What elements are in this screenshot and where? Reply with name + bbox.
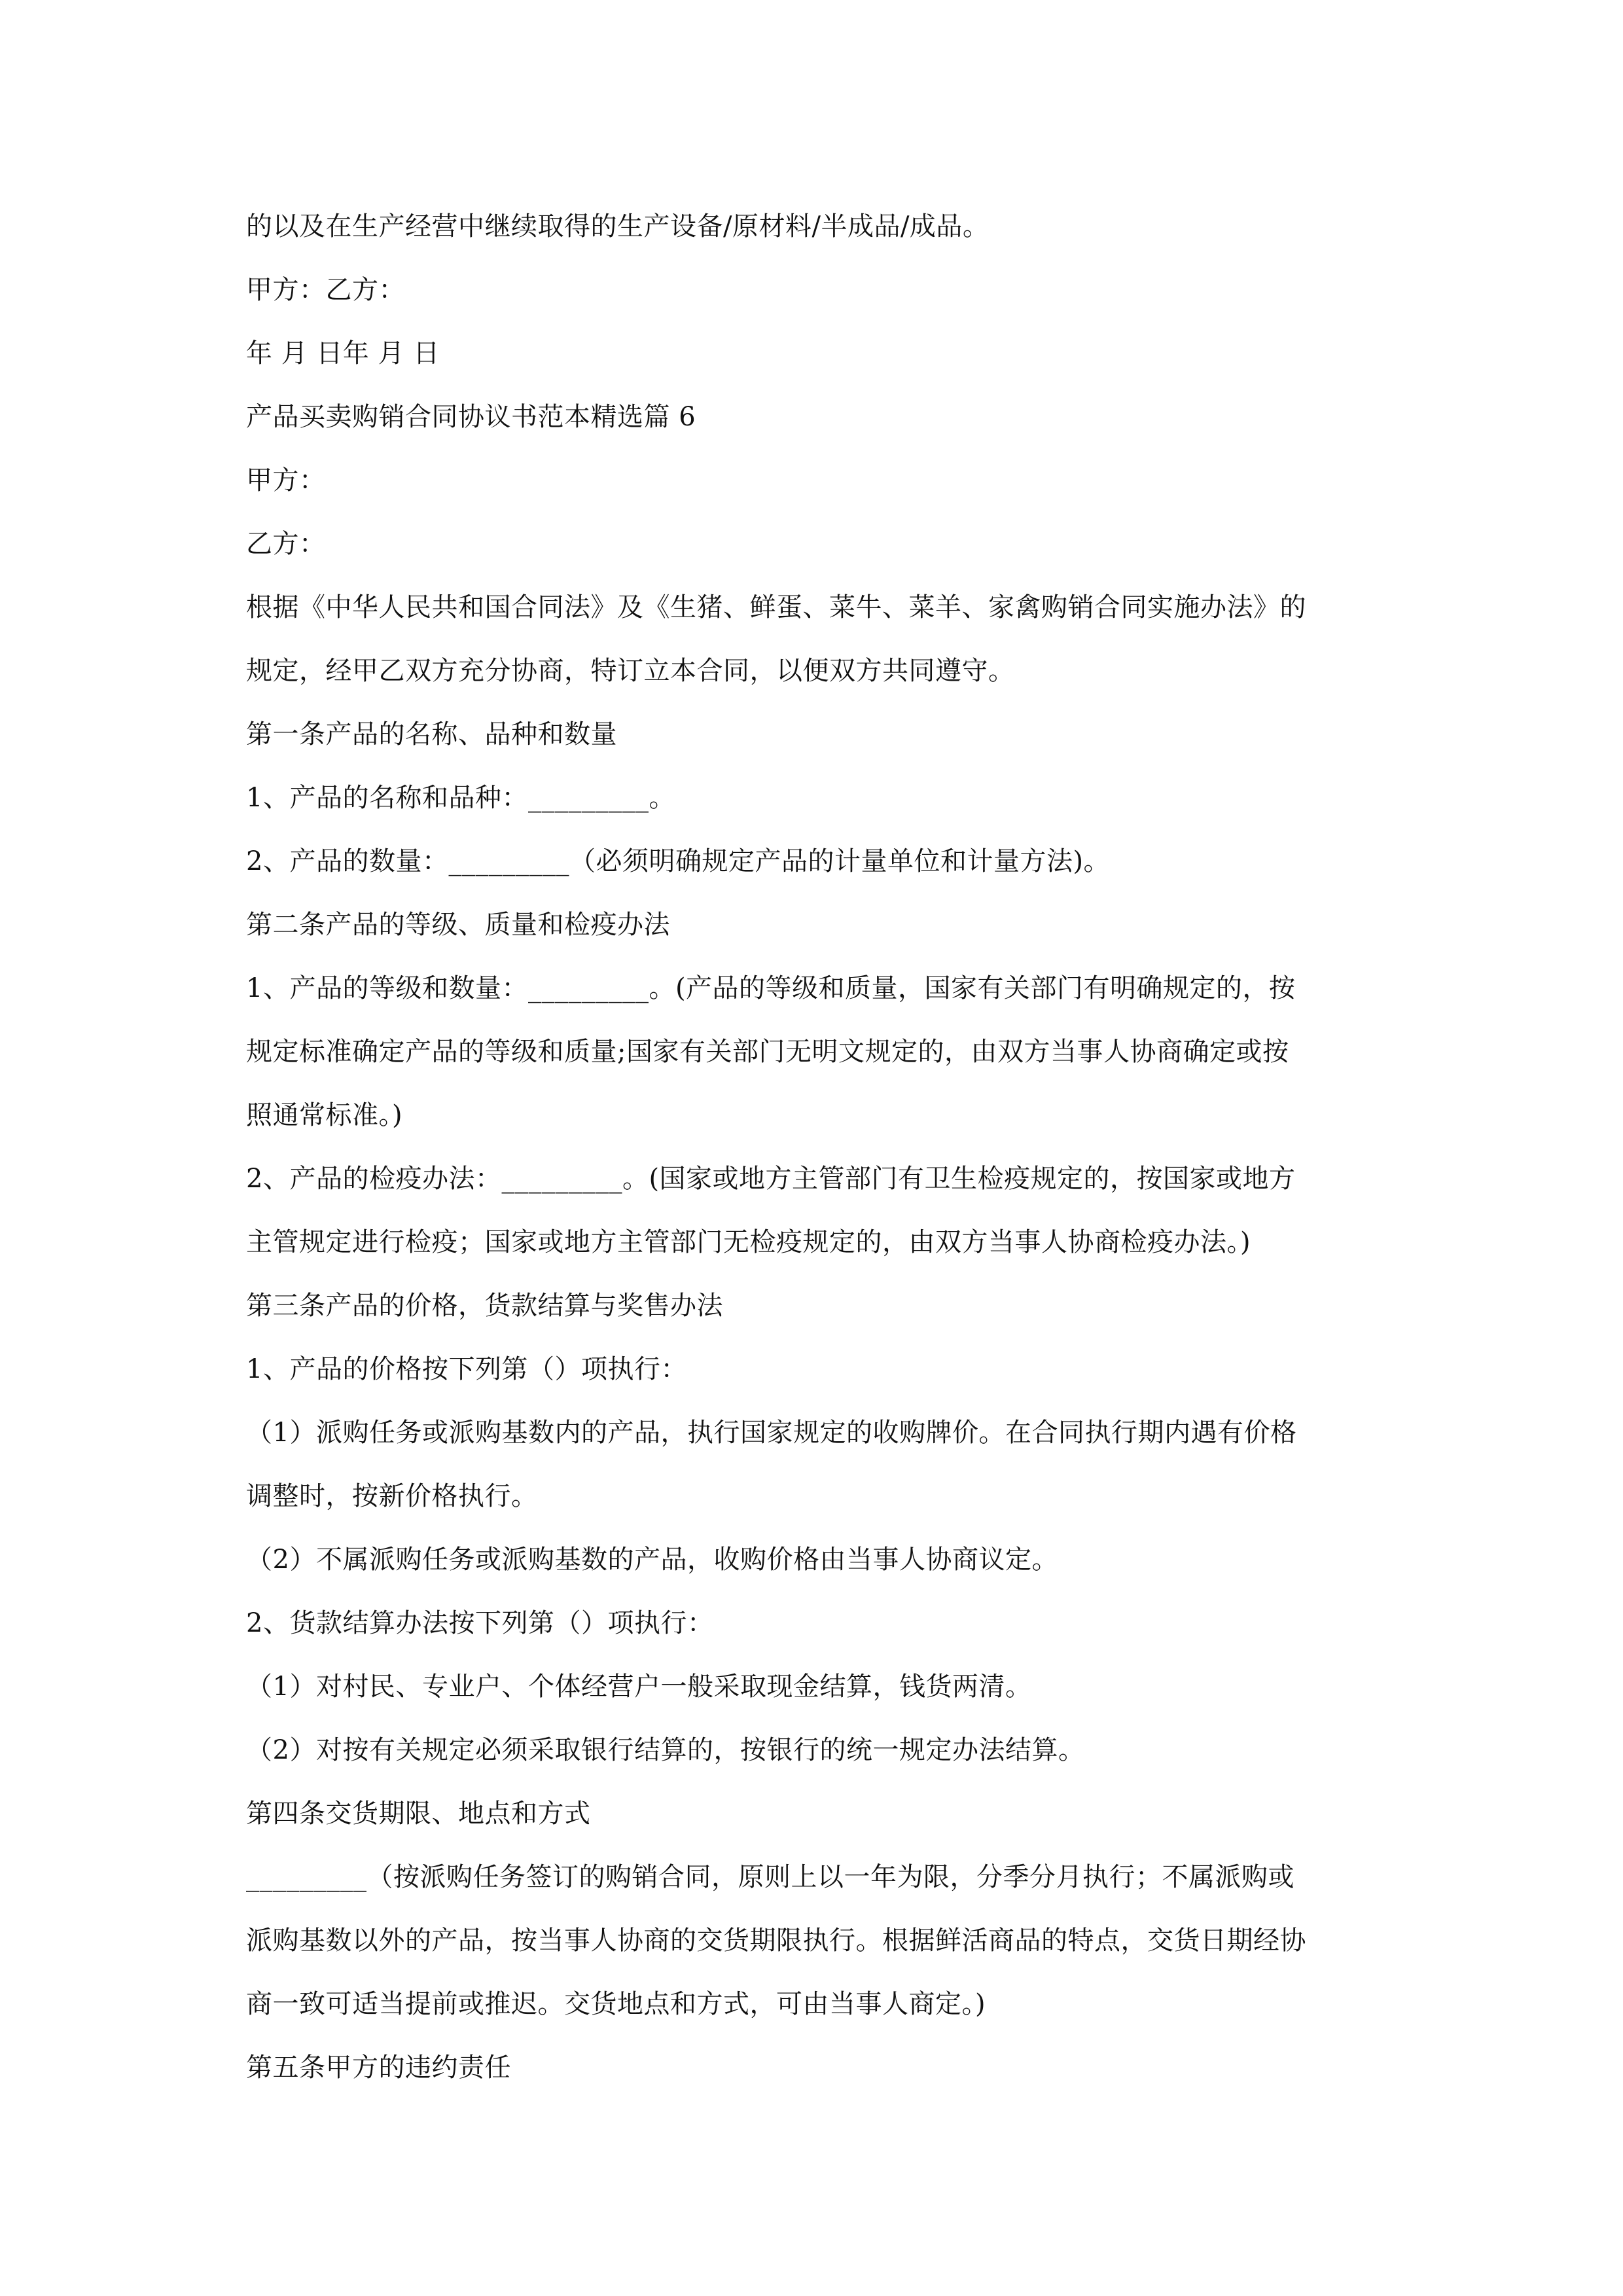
- text-line: 1、产品的名称和品种：_________。: [246, 783, 675, 813]
- text-line: 的以及在生产经营中继续取得的生产设备/原材料/半成品/成品。: [246, 211, 990, 242]
- text-line: 2、产品的检疫办法：_________。(国家或地方主管部门有卫生检疫规定的，按国家或地方: [246, 1164, 1296, 1194]
- article-heading: 第五条甲方的违约责任: [246, 2053, 511, 2083]
- text-line: 规定，经甲乙双方充分协商，特订立本合同，以便双方共同遵守。: [246, 656, 1015, 686]
- text-line: （2）不属派购任务或派购基数的产品，收购价格由当事人协商议定。: [246, 1545, 1058, 1575]
- text-line: （1）对村民、专业户、个体经营户一般采取现金结算，钱货两清。: [246, 1672, 1032, 1702]
- party-a-line: 甲方：: [246, 465, 326, 495]
- text-line: （1）派购任务或派购基数内的产品，执行国家规定的收购牌价。在合同执行期内遇有价格: [246, 1418, 1297, 1448]
- text-line: 2、货款结算办法按下列第（）项执行：: [246, 1608, 714, 1638]
- text-line: 1、产品的等级和数量：_________。(产品的等级和质量，国家有关部门有明确规定的，按: [246, 973, 1296, 1003]
- text-line: 主管规定进行检疫；国家或地方主管部门无检疫规定的，由双方当事人协商检疫办法。): [246, 1227, 1251, 1257]
- text-line: 照通常标准。): [246, 1100, 403, 1130]
- text-line: 派购基数以外的产品，按当事人协商的交货期限执行。根据鲜活商品的特点，交货日期经协: [246, 1926, 1306, 1956]
- text-line: （2）对按有关规定必须采取银行结算的，按银行的统一规定办法结算。: [246, 1735, 1085, 1765]
- text-line: 1、产品的价格按下列第（）项执行：: [246, 1354, 687, 1384]
- text-line: 根据《中华人民共和国合同法》及《生猪、鲜蛋、菜牛、菜羊、家禽购销合同实施办法》的: [246, 592, 1306, 622]
- article-heading: 第二条产品的等级、质量和检疫办法: [246, 910, 670, 940]
- signature-parties-line: 甲方：乙方：: [246, 275, 405, 305]
- text-line: 规定标准确定产品的等级和质量;国家有关部门无明文规定的，由双方当事人协商确定或按: [246, 1037, 1289, 1067]
- party-b-line: 乙方：: [246, 529, 326, 559]
- text-line: 商一致可适当提前或推迟。交货地点和方式，可由当事人商定。): [246, 1989, 986, 2019]
- signature-date-line: 年 月 日年 月 日: [246, 338, 440, 368]
- section-title: 产品买卖购销合同协议书范本精选篇 6: [246, 402, 696, 432]
- document-body: [246, 195, 1382, 2100]
- article-heading: 第一条产品的名称、品种和数量: [246, 719, 617, 749]
- text-line: 调整时，按新价格执行。: [246, 1481, 538, 1511]
- article-heading: 第四条交货期限、地点和方式: [246, 1799, 591, 1829]
- text-line: _________（按派购任务签订的购销合同，原则上以一年为限，分季分月执行；不属派购或: [246, 1862, 1294, 1892]
- article-heading: 第三条产品的价格，货款结算与奖售办法: [246, 1291, 723, 1321]
- text-line: 2、产品的数量：_________（必须明确规定产品的计量单位和计量方法)。: [246, 846, 1111, 876]
